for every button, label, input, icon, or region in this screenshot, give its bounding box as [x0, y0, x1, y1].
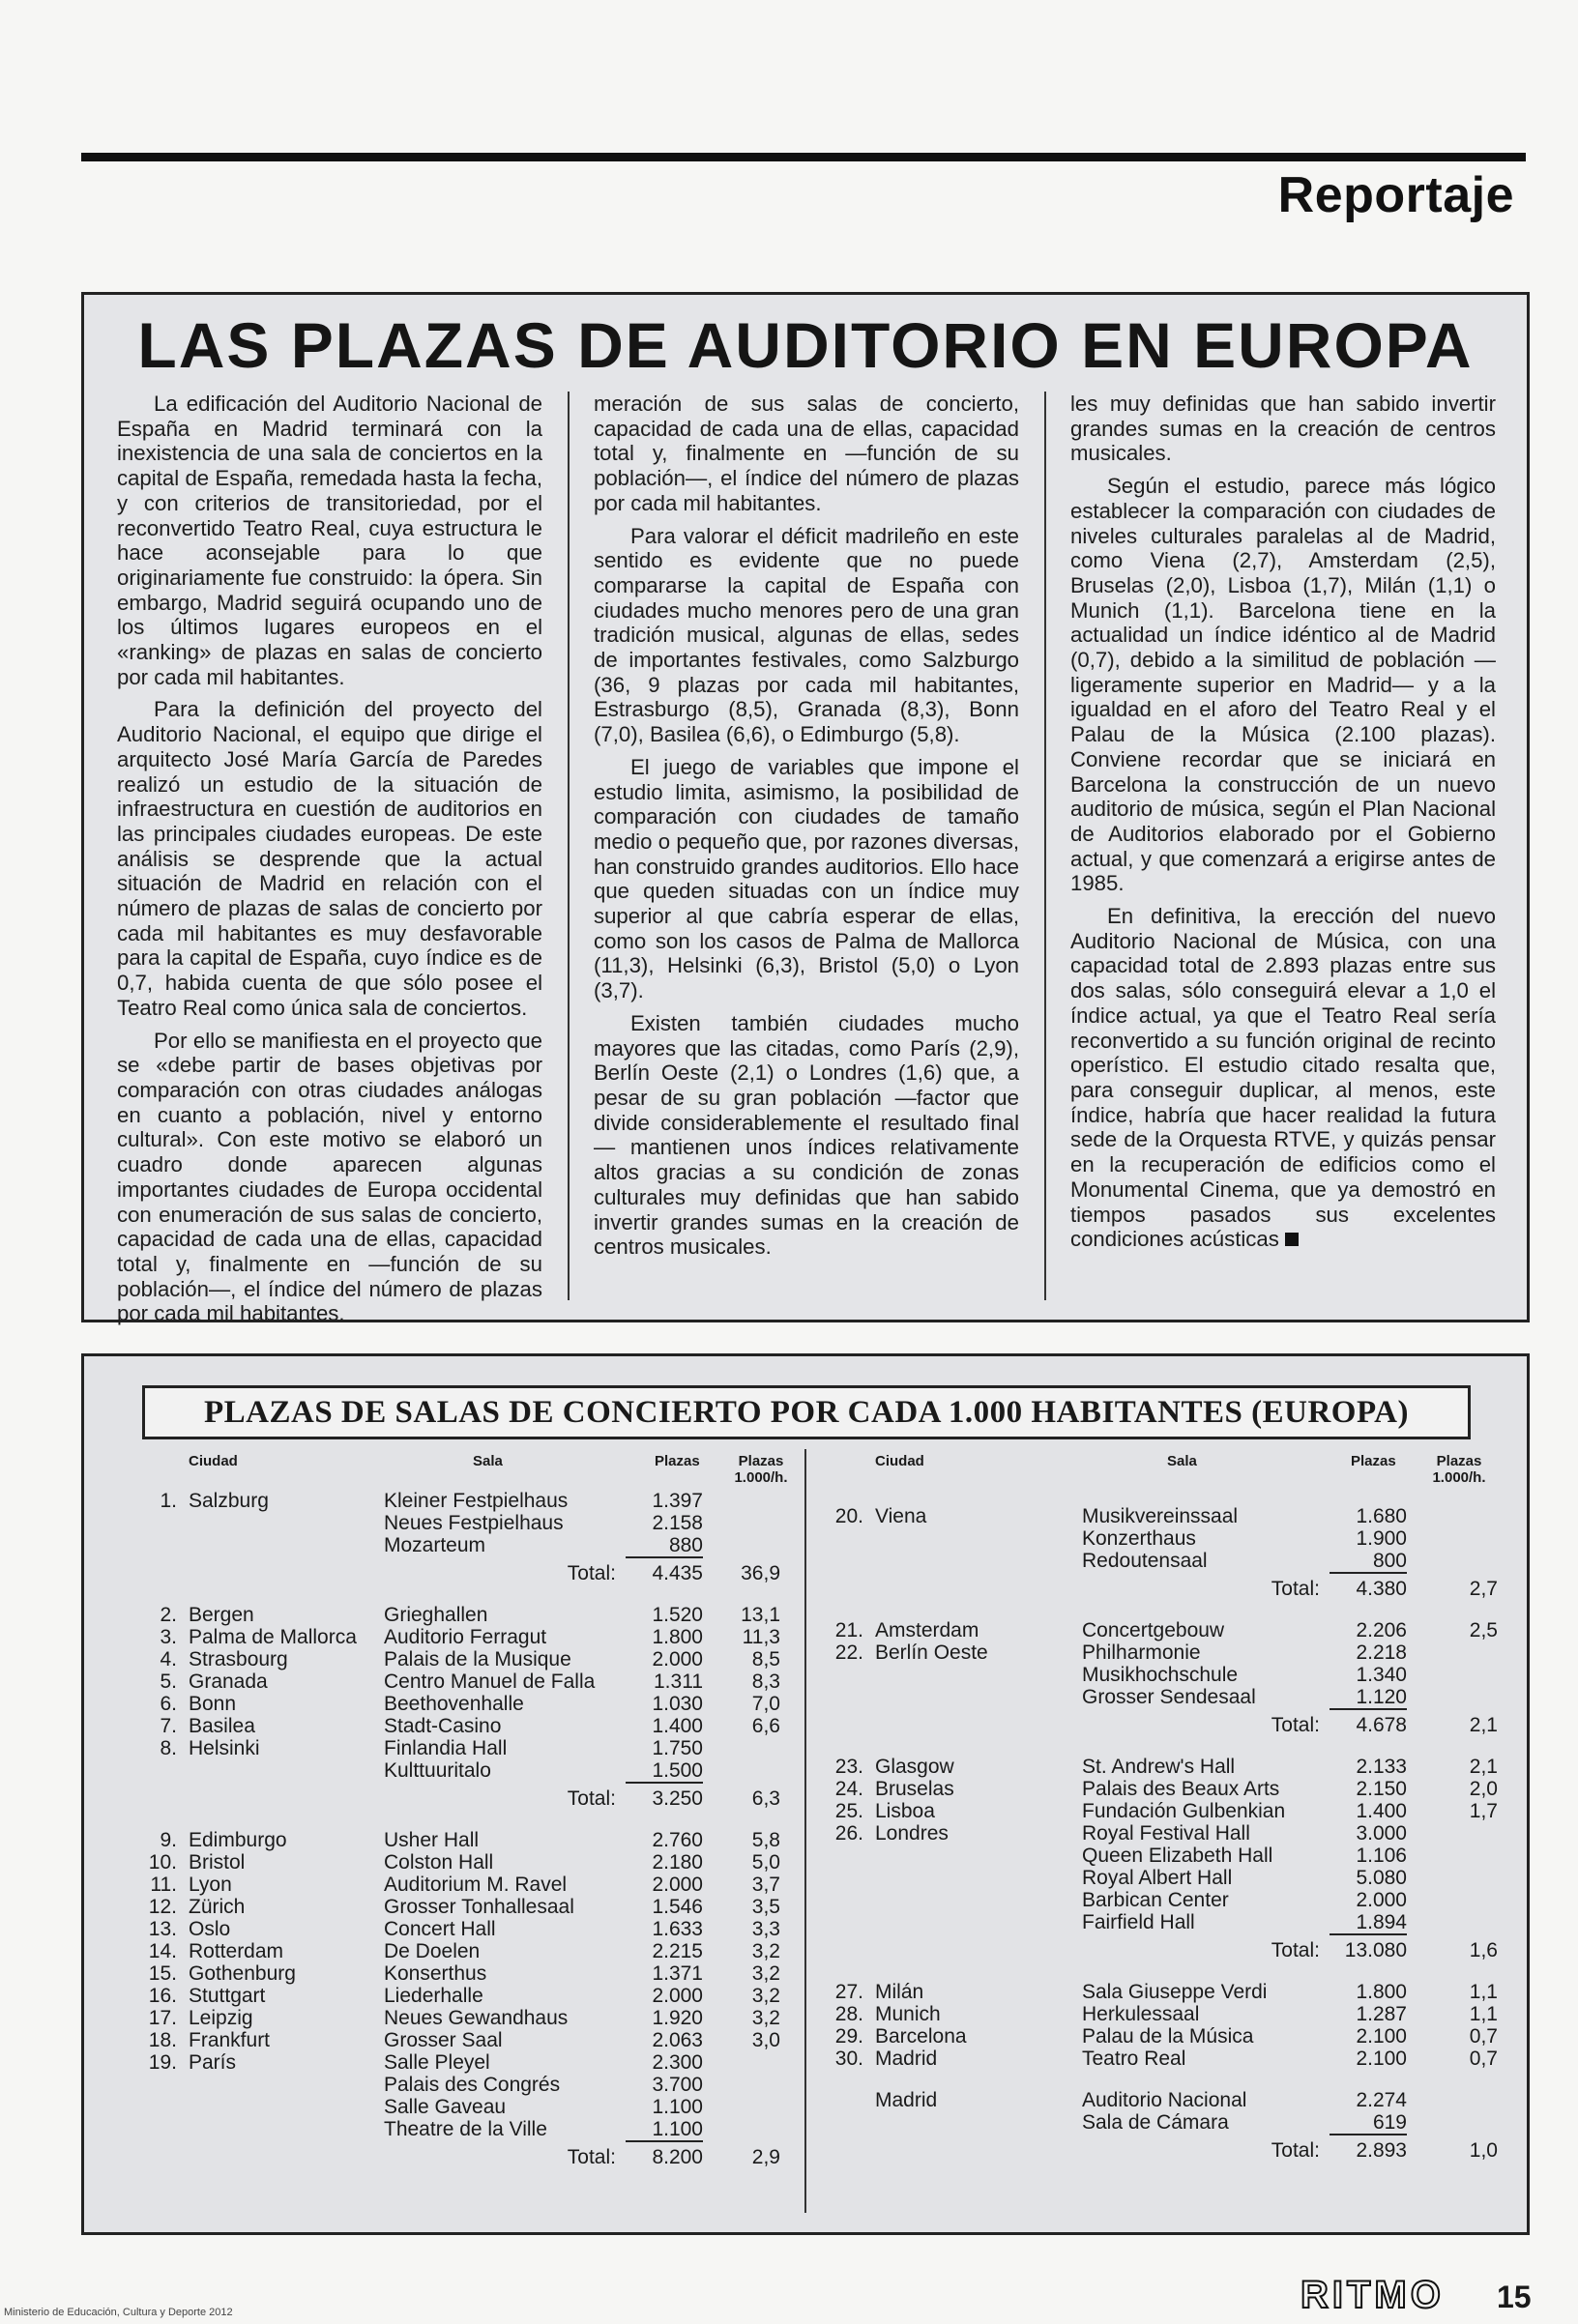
- header-city: Ciudad: [189, 1453, 238, 1469]
- seat-count: 800: [1330, 1550, 1407, 1574]
- seat-count: 1.500: [626, 1759, 703, 1784]
- hall-name: De Doelen: [384, 1940, 481, 1962]
- city-name: Palma de Mallorca: [189, 1626, 357, 1648]
- hall-name: Musikhochschule: [1082, 1664, 1239, 1686]
- header-seats: Plazas: [655, 1453, 700, 1469]
- table-row: [142, 1829, 809, 1851]
- seat-count: 1.920: [652, 2007, 703, 2029]
- hall-name: Salle Gaveau: [384, 2096, 507, 2118]
- seat-count: 2.063: [652, 2029, 703, 2051]
- hall-name: Redoutensaal: [1082, 1550, 1208, 1572]
- total-rate: 6,3: [751, 1787, 780, 1810]
- hall-name: Kleiner Festpielhaus: [384, 1490, 569, 1512]
- seats-per-thousand: 3,3: [751, 1918, 780, 1940]
- table-left-half: [142, 1453, 809, 2188]
- table-row: [829, 2111, 1505, 2134]
- table-row: [142, 1512, 809, 1534]
- seats-per-thousand: 0,7: [1469, 2025, 1498, 2048]
- column-rule: [1044, 392, 1046, 1300]
- total-rate: 1,6: [1469, 1939, 1498, 1961]
- table-total-row: [829, 1578, 1505, 1600]
- table-row: [829, 1756, 1505, 1778]
- seat-count: 1.894: [1330, 1911, 1407, 1935]
- row-number: 22.: [834, 1641, 863, 1664]
- total-rate: 2,7: [1469, 1578, 1498, 1600]
- seats-per-thousand: 3,5: [751, 1896, 780, 1918]
- hall-name: Queen Elizabeth Hall: [1082, 1845, 1273, 1867]
- seat-count: 3.000: [1356, 1822, 1407, 1845]
- seat-count: 2.180: [652, 1851, 703, 1874]
- hall-name: Grieghallen: [384, 1604, 488, 1626]
- seat-count: 1.106: [1356, 1845, 1407, 1867]
- hall-name: Teatro Real: [1082, 2048, 1186, 2070]
- article-paragraph-continued: les muy definidas que han sabido invertir grandes sumas en la creación de centros musicales.: [1070, 392, 1496, 466]
- hall-name: Neues Festpielhaus: [384, 1512, 564, 1534]
- seat-count: 2.215: [652, 1940, 703, 1962]
- table-header: [142, 1453, 809, 1490]
- row-number: 4.: [160, 1648, 177, 1670]
- hall-name: Concert Hall: [384, 1918, 496, 1940]
- table-row: [142, 2007, 809, 2029]
- city-name: Viena: [875, 1505, 927, 1527]
- hall-name: Beethovenhalle: [384, 1693, 524, 1715]
- table-row: [829, 1778, 1505, 1800]
- seat-count: 1.680: [1356, 1505, 1407, 1527]
- seat-count: 2.206: [1356, 1619, 1407, 1641]
- seat-count: 1.520: [652, 1604, 703, 1626]
- row-number: 21.: [834, 1619, 863, 1641]
- article-paragraph: El juego de variables que impone el estudio limita, asimismo, la posibilidad de comparación con ciudades de tamaño medio o pequeño que, por razones diversas, han construido grandes auditorios. Ello hace que queden situadas con un índice muy superior al que cabría esperar de ellas, como son los casos de Palma de Mallorca (11,3), Helsinki (6,3), Bristol (5,0) o Lyon (3,7).: [594, 754, 1019, 1003]
- closing-paragraph: En definitiva, la erección del nuevo Auditorio Nacional de Música, con una capacidad total de 2.893 plazas entre sus dos salas, sólo conseguirá elevar a 1,0 el índice actual, ya que el Teatro Real sería reconvertido a su función original de recinto operístico. El estudio citado resalta que, para conseguir duplicar, al menos, este índice, habría que hacer realidad la futura sede de la Orquesta RTVE, y quizás pensar en la recuperación de edificios como el Monumental Cinema, que ya demostró en tiempos pasados sus excelentes condiciones acústicas: [1070, 904, 1496, 1252]
- seat-count: 2.274: [1356, 2089, 1407, 2111]
- article-paragraph: Según el estudio, parece más lógico establecer la comparación con ciudades de niveles culturales paralelas al de Madrid, como Viena (2,7), Amsterdam (2,5), Bruselas (2,0), Lisboa (1,7), Milán (1,1) o Munich (1,1). Barcelona tiene en la actualidad un índice idéntico al de Madrid (0,7), debido a la similitud de población — ligeramente superior en Madrid— y a la igualdad en el aforo del Teatro Real y el Palau de la Música (2.100 plazas). Conviene recordar que se iniciará en Barcelona la construcción de un nuevo auditorio de música, según el Plan Nacional de Auditorios elaborado por el Gobierno actual, y que comenzará a erigirse antes de 1985.: [1070, 474, 1496, 896]
- city-name: Oslo: [189, 1918, 231, 1940]
- row-number: 20.: [834, 1505, 863, 1527]
- hall-name: Salle Pleyel: [384, 2051, 490, 2074]
- table-row: [829, 1981, 1505, 2003]
- table-group: [829, 1619, 1505, 1736]
- seat-count: 1.546: [652, 1896, 703, 1918]
- hall-name: Auditorium M. Ravel: [384, 1874, 568, 1896]
- table-row: [829, 2089, 1505, 2111]
- seat-count: 1.340: [1356, 1664, 1407, 1686]
- hall-name: Sala Giuseppe Verdi: [1082, 1981, 1268, 2003]
- seats-per-thousand: 5,8: [751, 1829, 780, 1851]
- city-name: Rotterdam: [189, 1940, 284, 1962]
- row-number: 18.: [148, 2029, 177, 2051]
- total-seats: 3.250: [652, 1787, 703, 1810]
- city-name: Granada: [189, 1670, 268, 1693]
- hall-name: Barbican Center: [1082, 1889, 1229, 1911]
- table-row: [829, 2003, 1505, 2025]
- table-row: [142, 1604, 809, 1626]
- hall-name: Grosser Saal: [384, 2029, 503, 2051]
- header-city: Ciudad: [875, 1453, 924, 1469]
- seats-per-thousand: 2,1: [1469, 1756, 1498, 1778]
- table-group: [829, 2089, 1505, 2162]
- seats-per-thousand: 2,0: [1469, 1778, 1498, 1800]
- table-row: [829, 1527, 1505, 1550]
- table-row: [829, 1641, 1505, 1664]
- total-rate: 2,1: [1469, 1714, 1498, 1736]
- article-box: [81, 292, 1530, 1326]
- seats-per-thousand: 8,3: [751, 1670, 780, 1693]
- hall-name: Fundación Gulbenkian: [1082, 1800, 1286, 1822]
- row-number: 15.: [148, 1962, 177, 1985]
- table-group: [142, 1829, 809, 2168]
- seat-count: 5.080: [1356, 1867, 1407, 1889]
- row-number: 11.: [150, 1874, 177, 1896]
- top-rule: [81, 153, 1526, 161]
- hall-name: Palau de la Música: [1082, 2025, 1254, 2048]
- table-row: [142, 2118, 809, 2140]
- header-rate: Plazas 1.000/h.: [734, 1453, 788, 1486]
- city-name: Salzburg: [189, 1490, 269, 1512]
- table-total-row: [829, 1714, 1505, 1736]
- seat-count: 2.218: [1356, 1641, 1407, 1664]
- article-title: LAS PLAZAS DE AUDITORIO EN EUROPA: [137, 309, 1474, 381]
- seat-count: 1.750: [652, 1737, 703, 1759]
- seat-count: 2.000: [652, 1874, 703, 1896]
- city-name: Bruselas: [875, 1778, 954, 1800]
- total-label: Total:: [567, 1787, 616, 1810]
- table-row: [142, 1693, 809, 1715]
- row-number: 23.: [834, 1756, 863, 1778]
- seat-count: 1.371: [652, 1962, 703, 1985]
- seat-count: 3.700: [652, 2074, 703, 2096]
- seat-count: 619: [1330, 2111, 1407, 2135]
- table-row: [142, 2051, 809, 2074]
- row-number: 27.: [834, 1981, 863, 2003]
- total-label: Total:: [567, 2146, 616, 2168]
- city-name: Frankfurt: [189, 2029, 271, 2051]
- seats-per-thousand: 8,5: [751, 1648, 780, 1670]
- table-total-row: [142, 2146, 809, 2168]
- seat-count: 2.158: [652, 1512, 703, 1534]
- seat-count: 2.133: [1356, 1756, 1407, 1778]
- seat-count: 1.400: [652, 1715, 703, 1737]
- city-name: Strasbourg: [189, 1648, 288, 1670]
- article-paragraph: Por ello se manifiesta en el proyecto que se «debe partir de bases objetivas por comparación con otras ciudades análogas en cuanto a población, nivel y entorno cultural». Con este motivo se elaboró un cuadro donde aparecen algunas importantes ciudades de Europa occidental con enumeración de sus salas de concierto, capacidad de cada una de ellas, capacidad total y, finalmente en —función de su población—, el índice del número de plazas por cada mil habitantes.: [117, 1028, 542, 1326]
- table-row: [142, 1896, 809, 1918]
- row-number: 17.: [148, 2007, 177, 2029]
- seat-count: 2.150: [1356, 1778, 1407, 1800]
- total-rate: 2,9: [751, 2146, 780, 2168]
- row-number: 9.: [160, 1829, 177, 1851]
- seat-count: 1.030: [652, 1693, 703, 1715]
- hall-name: Palais de la Musique: [384, 1648, 571, 1670]
- table-row: [829, 2048, 1505, 2070]
- seats-per-thousand: 3,2: [751, 1985, 780, 2007]
- table-row: [829, 1800, 1505, 1822]
- row-number: 30.: [834, 2048, 863, 2070]
- row-number: 7.: [160, 1715, 177, 1737]
- table-row: [142, 1534, 809, 1556]
- hall-name: Musikvereinssaal: [1082, 1505, 1239, 1527]
- table-row: [829, 1619, 1505, 1641]
- article-column-1: [117, 392, 542, 1326]
- table-row: [142, 1490, 809, 1512]
- seat-count: 880: [626, 1534, 703, 1558]
- table-row: [142, 1670, 809, 1693]
- seat-count: 2.100: [1356, 2048, 1407, 2070]
- seat-count: 1.900: [1356, 1527, 1407, 1550]
- row-number: 2.: [160, 1604, 177, 1626]
- row-number: 12.: [148, 1896, 177, 1918]
- city-name: París: [189, 2051, 237, 2074]
- article-column-2: [594, 392, 1019, 1260]
- column-rule: [568, 392, 570, 1300]
- hall-name: Palais des Congrés: [384, 2074, 561, 2096]
- table-row: [142, 1715, 809, 1737]
- seat-count: 1.100: [626, 2118, 703, 2142]
- row-number: 24.: [834, 1778, 863, 1800]
- header-hall: Sala: [1167, 1453, 1197, 1469]
- seat-count: 1.400: [1356, 1800, 1407, 1822]
- total-label: Total:: [567, 1562, 616, 1584]
- table-row: [829, 1550, 1505, 1572]
- row-number: 6.: [160, 1693, 177, 1715]
- row-number: 5.: [160, 1670, 177, 1693]
- row-number: 1.: [160, 1490, 177, 1512]
- city-name: Basilea: [189, 1715, 255, 1737]
- table-row: [142, 1737, 809, 1759]
- seats-per-thousand: 6,6: [751, 1715, 780, 1737]
- hall-name: Auditorio Nacional: [1082, 2089, 1247, 2111]
- table-row: [829, 1911, 1505, 1933]
- table-group: [829, 1756, 1505, 1961]
- section-label: Reportaje: [1277, 167, 1514, 223]
- table-row: [142, 1759, 809, 1782]
- city-name: Munich: [875, 2003, 941, 2025]
- table-right-half: [829, 1453, 1505, 2181]
- city-name: Amsterdam: [875, 1619, 979, 1641]
- hall-name: Royal Albert Hall: [1082, 1867, 1233, 1889]
- hall-name: Grosser Tonhallesaal: [384, 1896, 574, 1918]
- table-group: [829, 1505, 1505, 1600]
- total-rate: 1,0: [1469, 2139, 1498, 2162]
- table-row: [829, 1889, 1505, 1911]
- header-rate: Plazas 1.000/h.: [1432, 1453, 1486, 1486]
- seat-count: 1.120: [1330, 1686, 1407, 1710]
- city-name: Barcelona: [875, 2025, 967, 2048]
- seat-count: 2.000: [652, 1985, 703, 2007]
- total-seats: 8.200: [652, 2146, 703, 2168]
- total-seats: 4.435: [652, 1562, 703, 1584]
- seats-per-thousand: 1,7: [1469, 1800, 1498, 1822]
- hall-name: Mozarteum: [384, 1534, 486, 1556]
- city-name: Zürich: [189, 1896, 246, 1918]
- page-number: 15: [1497, 2280, 1532, 2314]
- table-row: [142, 1985, 809, 2007]
- hall-name: Theatre de la Ville: [384, 2118, 547, 2140]
- city-name: Bergen: [189, 1604, 254, 1626]
- footer-credit: Ministerio de Educación, Cultura y Deporte 2012: [4, 2307, 233, 2318]
- seats-per-thousand: 2,5: [1469, 1619, 1498, 1641]
- total-label: Total:: [1271, 1578, 1320, 1600]
- hall-name: Royal Festival Hall: [1082, 1822, 1250, 1845]
- table-total-row: [829, 1939, 1505, 1961]
- hall-name: Kulttuuritalo: [384, 1759, 491, 1782]
- city-name: Madrid: [875, 2048, 938, 2070]
- hall-name: Grosser Sendesaal: [1082, 1686, 1256, 1708]
- seats-per-thousand: 0,7: [1469, 2048, 1498, 2070]
- table-row: [142, 1962, 809, 1985]
- seat-count: 1.287: [1356, 2003, 1407, 2025]
- hall-name: Colston Hall: [384, 1851, 494, 1874]
- row-number: 29.: [834, 2025, 863, 2048]
- hall-name: Philharmonie: [1082, 1641, 1201, 1664]
- row-number: 14.: [148, 1940, 177, 1962]
- row-number: 16.: [148, 1985, 177, 2007]
- seats-per-thousand: 1,1: [1469, 2003, 1498, 2025]
- table-row: [142, 1626, 809, 1648]
- row-number: 13.: [148, 1918, 177, 1940]
- table-header: [829, 1453, 1505, 1490]
- seats-per-thousand: 3,7: [751, 1874, 780, 1896]
- article-column-3: [1070, 392, 1496, 1260]
- city-name: Gothenburg: [189, 1962, 296, 1985]
- header-hall: Sala: [473, 1453, 503, 1469]
- seat-count: 1.397: [652, 1490, 703, 1512]
- table-row: [829, 1686, 1505, 1708]
- table-row: [829, 1845, 1505, 1867]
- row-number: 10.: [148, 1851, 177, 1874]
- total-label: Total:: [1271, 1714, 1320, 1736]
- hall-name: Konzerthaus: [1082, 1527, 1196, 1550]
- total-seats: 4.380: [1356, 1578, 1407, 1600]
- seat-count: 2.300: [652, 2051, 703, 2074]
- table-row: [829, 2025, 1505, 2048]
- article-paragraph-continued: meración de sus salas de concierto, capacidad de cada una de ellas, capacidad total y, finalmente en —función de su población—, el índice del número de plazas por cada mil habitantes.: [594, 392, 1019, 515]
- table-row: [142, 1874, 809, 1896]
- seat-count: 2.100: [1356, 2025, 1407, 2048]
- row-number: 25.: [834, 1800, 863, 1822]
- seat-count: 1.311: [654, 1670, 703, 1693]
- table-row: [142, 2074, 809, 2096]
- city-name: Berlín Oeste: [875, 1641, 988, 1664]
- total-seats: 13.080: [1344, 1939, 1407, 1961]
- table-row: [829, 1664, 1505, 1686]
- hall-name: Liederhalle: [384, 1985, 483, 2007]
- hall-name: Sala de Cámara: [1082, 2111, 1229, 2134]
- end-mark-icon: [1285, 1233, 1299, 1246]
- total-label: Total:: [1271, 1939, 1320, 1961]
- seats-per-thousand: 5,0: [751, 1851, 780, 1874]
- seat-count: 1.800: [652, 1626, 703, 1648]
- hall-name: Neues Gewandhaus: [384, 2007, 569, 2029]
- table-box: [81, 1353, 1530, 2235]
- header-seats: Plazas: [1351, 1453, 1396, 1469]
- table-row: [142, 2029, 809, 2051]
- table-total-row: [142, 1562, 809, 1584]
- hall-name: Palais des Beaux Arts: [1082, 1778, 1280, 1800]
- hall-name: Concertgebouw: [1082, 1619, 1225, 1641]
- article-paragraph: La edificación del Auditorio Nacional de España en Madrid terminará con la inexistencia de una sala de conciertos en la capital de España, remedada hasta la fecha, y con criterios de transitoriedad, por el reconvertido Teatro Real, cuya estructura le hace aconsejable para lo que originariamente fue construido: la ópera. Sin embargo, Madrid seguirá ocupando uno de los últimos lugares europeos en el «ranking» de plazas en salas de concierto por cada mil habitantes.: [117, 392, 542, 689]
- hall-name: Herkulessaal: [1082, 2003, 1200, 2025]
- table-row: [142, 1918, 809, 1940]
- table-row: [142, 1851, 809, 1874]
- table-row: [829, 1822, 1505, 1845]
- hall-name: Centro Manuel de Falla: [384, 1670, 596, 1693]
- seat-count: 1.800: [1356, 1981, 1407, 2003]
- city-name: Lyon: [189, 1874, 232, 1896]
- table-row: [142, 1940, 809, 1962]
- seat-count: 2.760: [652, 1829, 703, 1851]
- city-name: Bristol: [189, 1851, 246, 1874]
- table-row: [142, 1648, 809, 1670]
- row-number: 3.: [160, 1626, 177, 1648]
- city-name: Bonn: [189, 1693, 237, 1715]
- seats-per-thousand: 13,1: [741, 1604, 780, 1626]
- seat-count: 2.000: [1356, 1889, 1407, 1911]
- table-total-row: [829, 2139, 1505, 2162]
- seat-count: 1.633: [652, 1918, 703, 1940]
- table-group: [142, 1490, 809, 1584]
- city-name: Milán: [875, 1981, 924, 2003]
- city-name: Helsinki: [189, 1737, 260, 1759]
- seats-per-thousand: 7,0: [751, 1693, 780, 1715]
- table-row: [829, 1505, 1505, 1527]
- table-row: [829, 1867, 1505, 1889]
- seats-per-thousand: 11,3: [742, 1626, 780, 1648]
- total-seats: 4.678: [1356, 1714, 1407, 1736]
- table-group: [142, 1604, 809, 1810]
- city-name: Lisboa: [875, 1800, 935, 1822]
- total-seats: 2.893: [1356, 2139, 1407, 2162]
- city-name: Madrid: [875, 2089, 938, 2111]
- article-paragraph: [1070, 904, 1496, 1252]
- seat-count: 1.100: [652, 2096, 703, 2118]
- row-number: 28.: [834, 2003, 863, 2025]
- table-total-row: [142, 1787, 809, 1810]
- hall-name: Stadt-Casino: [384, 1715, 502, 1737]
- hall-name: Konserthus: [384, 1962, 487, 1985]
- seats-per-thousand: 3,2: [751, 1940, 780, 1962]
- city-name: Stuttgart: [189, 1985, 266, 2007]
- hall-name: Fairfield Hall: [1082, 1911, 1195, 1933]
- magazine-logo: RITMO: [1300, 2274, 1445, 2316]
- seats-per-thousand: 3,2: [751, 1962, 780, 1985]
- total-rate: 36,9: [741, 1562, 780, 1584]
- row-number: 19.: [148, 2051, 177, 2074]
- hall-name: Auditorio Ferragut: [384, 1626, 547, 1648]
- city-name: Londres: [875, 1822, 949, 1845]
- seats-per-thousand: 1,1: [1469, 1981, 1498, 2003]
- row-number: 26.: [834, 1822, 863, 1845]
- article-paragraph: Existen también ciudades mucho mayores que las citadas, como París (2,9), Berlín Oeste (2,1) o Londres (1,6) que, a pesar de su gran población —factor que divide considerablemente el resultado final— mantienen unos índices relativamente altos gracias a su condición de zonas culturales muy definidas que han sabido invertir grandes sumas en la creación de centros musicales.: [594, 1010, 1019, 1260]
- seats-per-thousand: 3,0: [751, 2029, 780, 2051]
- total-label: Total:: [1271, 2139, 1320, 2162]
- city-name: Leipzig: [189, 2007, 253, 2029]
- hall-name: Finlandia Hall: [384, 1737, 508, 1759]
- table-row: [142, 2096, 809, 2118]
- article-paragraph: Para valorar el déficit madrileño en este sentido es evidente que no puede compararse la capital de España con ciudades mucho menores pero de una gran tradición musical, algunas de ellas, sedes de importantes festivales, como Salzburgo (36, 9 plazas por cada mil habitantes, Estrasburgo (8,5), Granada (8,3), Bonn (7,0), Basilea (6,6), o Edimburgo (5,8).: [594, 523, 1019, 747]
- table-group: [829, 1981, 1505, 2070]
- article-paragraph: Para la definición del proyecto del Auditorio Nacional, el equipo que dirige el arquitecto José María García de Paredes realizó un estudio de la situación de infraestructura en cuestión de auditorios en las principales ciudades europeas. De este análisis se desprende que la actual situación de Madrid en relación con el número de plazas de salas de concierto por cada mil habitantes es muy desfavorable para la capital de España, cuyo índice es de 0,7, habida cuenta de que sólo posee el Teatro Real como única sala de conciertos.: [117, 697, 542, 1020]
- seat-count: 2.000: [652, 1648, 703, 1670]
- city-name: Glasgow: [875, 1756, 954, 1778]
- table-title: PLAZAS DE SALAS DE CONCIERTO POR CADA 1.000 HABITANTES (EUROPA): [142, 1385, 1471, 1439]
- seats-per-thousand: 3,2: [751, 2007, 780, 2029]
- hall-name: Usher Hall: [384, 1829, 480, 1851]
- row-number: 8.: [160, 1737, 177, 1759]
- city-name: Edimburgo: [189, 1829, 287, 1851]
- hall-name: St. Andrew's Hall: [1082, 1756, 1236, 1778]
